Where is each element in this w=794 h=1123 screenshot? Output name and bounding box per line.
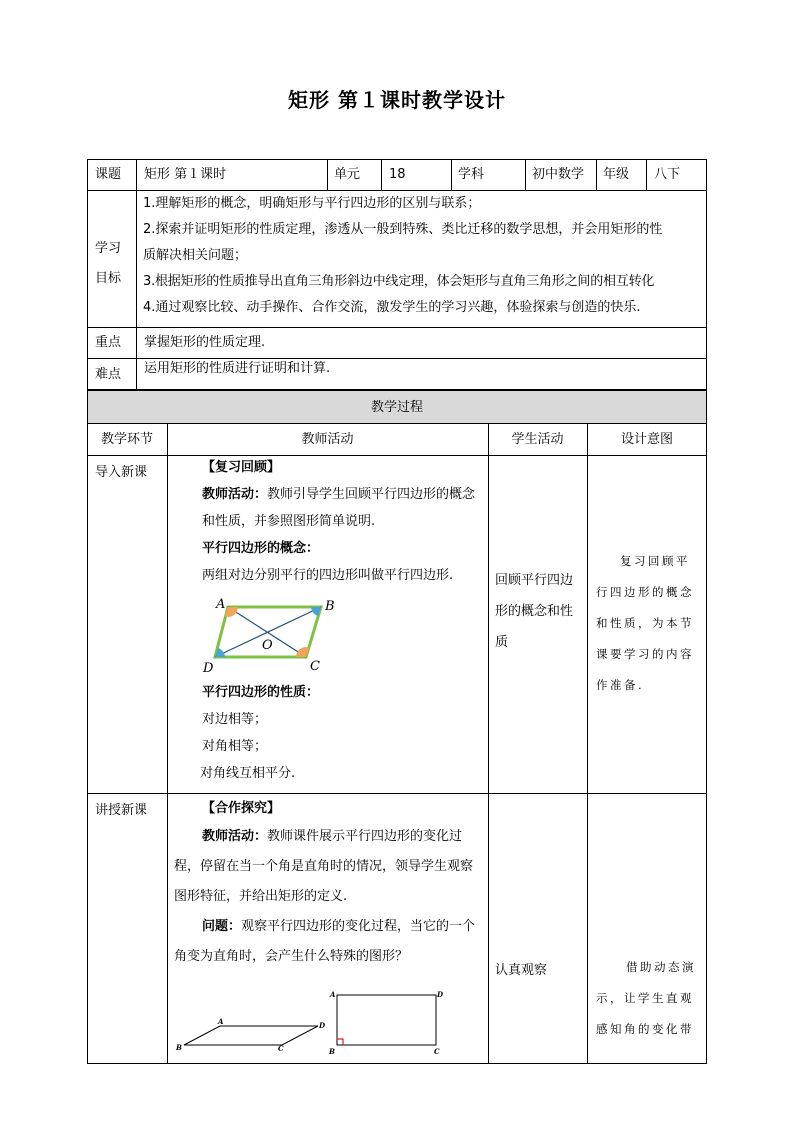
- difficulty-label: 难点: [95, 367, 122, 382]
- goal-item: 2.探索并证明矩形的性质定理，渗透从一般到特殊、类比迁移的数学思想，并会用矩形的性: [143, 222, 663, 237]
- parallelogram-transform-figure: [172, 986, 332, 1056]
- lesson-label: 课题: [95, 167, 122, 182]
- student-activity-lecture: 认真观察: [495, 963, 548, 978]
- goals-label-line2: 目标: [95, 271, 122, 286]
- teacher-paragraph: [174, 822, 484, 912]
- concept-text: 两组对边分别平行的四边形叫做平行四边形.: [202, 568, 454, 583]
- header-design: 设计意图: [620, 432, 673, 447]
- property-item: 对边相等；: [202, 712, 268, 727]
- question-text: 观察平行四边形的变化过程，当它的一个角变为直角时，会产生什么特殊的图形？: [174, 919, 476, 964]
- header-stage: 教学环节: [100, 432, 153, 447]
- design-intent-text: 复习回顾平行四边形的概念和性质，为本节课要学习的内容作准备.: [596, 554, 694, 692]
- stage-intro: 导入新课: [95, 465, 148, 480]
- property-item: 对角线互相平分.: [200, 766, 296, 781]
- design-intent-lecture: [596, 952, 702, 1045]
- fig1-label-b: B: [176, 1043, 182, 1052]
- unit-value: 18: [389, 167, 406, 182]
- lesson-value: 矩形 第１课时: [144, 167, 227, 182]
- teacher-text: 教师课件展示平行四边形的变化过程，停留在当一个角是直角时的情况，领导学生观察图形特征，并给出矩形的定义.: [174, 829, 474, 904]
- goals-list: [143, 191, 703, 321]
- design-intent-text: 借助动态演示，让学生直观感知角的变化带: [596, 960, 696, 1036]
- goal-item: 1.理解矩形的概念，明确矩形与平行四边形的区别与联系；: [143, 196, 481, 211]
- teacher-label: 教师活动：: [202, 487, 268, 502]
- header-teacher: 教师活动: [301, 432, 354, 447]
- stage-lecture: 讲授新课: [95, 803, 148, 818]
- design-intent-intro: [596, 546, 702, 701]
- fig2-label-b: B: [329, 1047, 335, 1056]
- question-paragraph: [174, 912, 484, 972]
- question-label: 问题：: [202, 919, 242, 934]
- section-heading: 【复习回顾】: [202, 460, 281, 475]
- teacher-text: 教师引导学生回顾平行四边形的概念和性质，并参照图形简单说明.: [202, 487, 476, 529]
- process-title: 教学过程: [370, 400, 423, 415]
- unit-label: 单元: [334, 167, 361, 182]
- header-student: 学生活动: [511, 432, 564, 447]
- fig1-label-a: A: [218, 1017, 224, 1026]
- property-label: 平行四边形的性质：: [202, 685, 320, 700]
- subject-value: 初中数学: [532, 167, 585, 182]
- goals-label-line1: 学习: [95, 241, 122, 256]
- grade-value: 八下: [654, 167, 681, 182]
- teacher-paragraph: [174, 481, 484, 535]
- key-point-label: 重点: [95, 335, 122, 350]
- concept-label: 平行四边形的概念：: [202, 541, 320, 556]
- goals-label: [95, 234, 121, 294]
- fig2-label-d: D: [437, 990, 444, 999]
- rectangle-figure: [326, 986, 446, 1056]
- label-o: O: [262, 638, 273, 653]
- teacher-label: 教师活动：: [202, 829, 268, 844]
- teacher-activity-intro: [174, 454, 484, 589]
- fig2-label-c: C: [434, 1047, 440, 1056]
- goal-item: 3.根据矩形的性质推导出直角三角形斜边中线定理，体会矩形与直角三角形之间的相互转化: [143, 274, 655, 289]
- label-b: B: [325, 599, 335, 614]
- section-heading: 【合作探究】: [202, 801, 281, 816]
- goal-item: 质解决相关问题；: [143, 248, 248, 263]
- properties-block: [174, 679, 484, 787]
- subject-label: 学科: [458, 167, 485, 182]
- page-title: 矩形 第１课时教学设计: [288, 88, 506, 112]
- label-a: A: [216, 597, 226, 612]
- right-angle-mark: [337, 1039, 343, 1045]
- goal-item: 4.通过观察比较、动手操作、合作交流，激发学生的学习兴趣，体验探索与创造的快乐.: [143, 300, 641, 315]
- label-c: C: [310, 659, 320, 674]
- parallelogram-figure: [200, 594, 340, 678]
- grade-label: 年级: [603, 167, 630, 182]
- fig1-label-c: C: [278, 1044, 284, 1053]
- rectangle-shape: [337, 995, 436, 1045]
- property-item: 对角相等；: [202, 739, 268, 754]
- teacher-activity-lecture: [174, 795, 484, 972]
- student-activity-intro: 回顾平行四边形的概念和性质: [495, 573, 574, 650]
- difficulty-value: 运用矩形的性质进行证明和计算.: [144, 361, 331, 376]
- slanted-parallelogram: [184, 1026, 318, 1045]
- key-point-value: 掌握矩形的性质定理.: [144, 335, 266, 350]
- fig2-label-a: A: [330, 990, 336, 999]
- label-d: D: [203, 661, 214, 676]
- fig1-label-d: D: [319, 1021, 326, 1030]
